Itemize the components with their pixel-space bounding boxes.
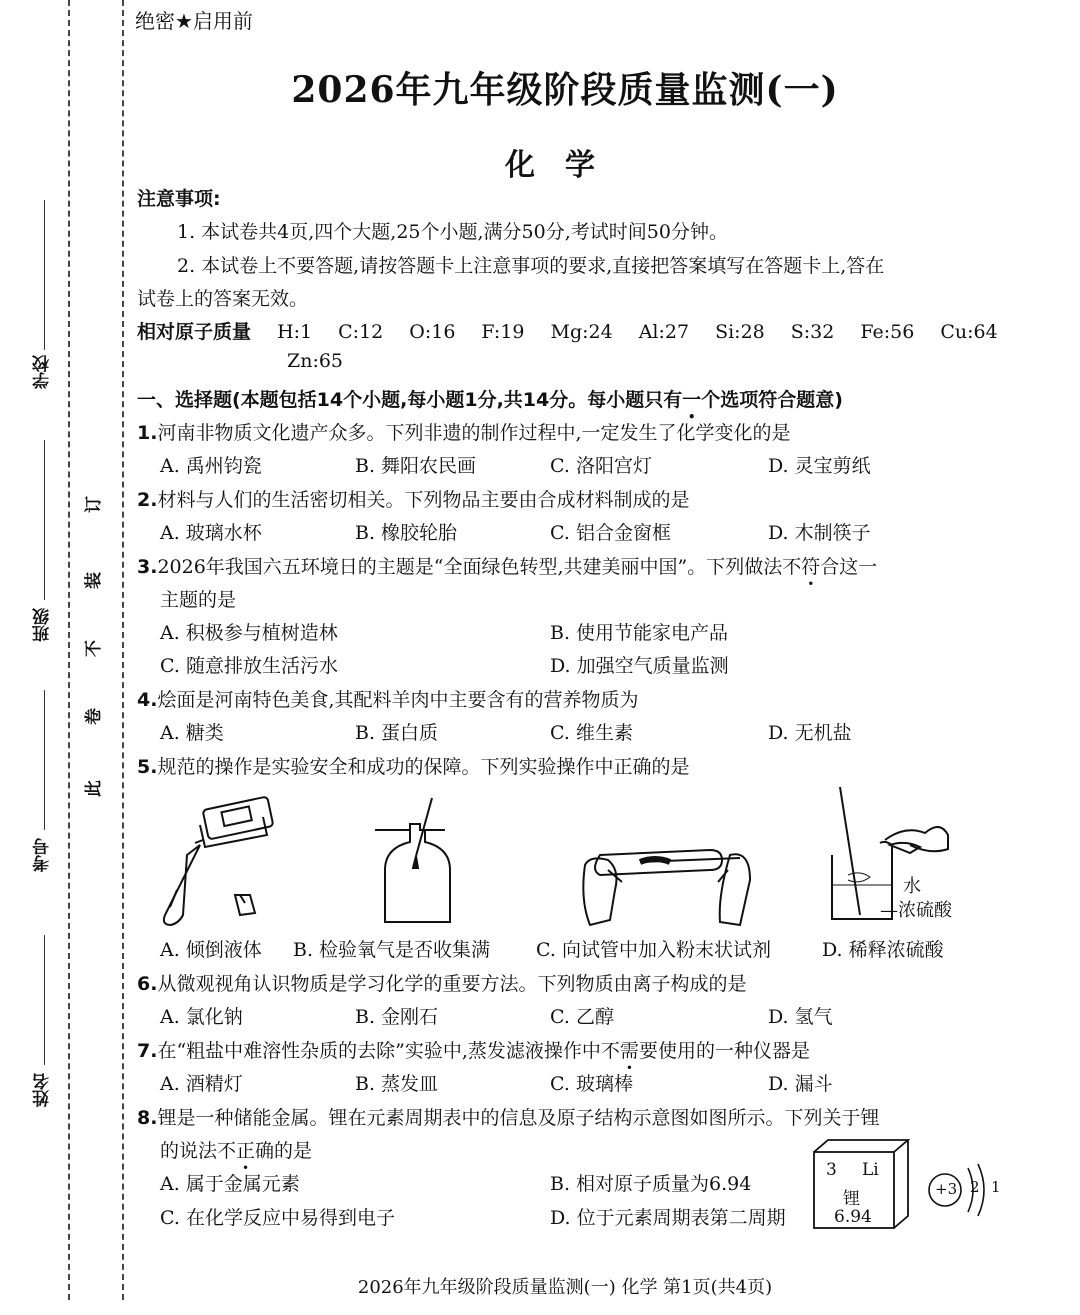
subject-title: 化学 [505,148,625,183]
note-item: 2. 本试卷上不要答题,请按答题卡上注意事项的要求,直接把答案填写在答题卡上,答在 [177,255,885,277]
atomic-mass: Cu:64 [940,321,998,343]
question-text: 的说法 [160,1140,218,1162]
question-number: 8. [137,1107,158,1129]
option: A. 禹州钧瓷 [160,455,262,477]
option: A. 积极参与植树造林 [160,622,338,644]
oxygen-test-illustration [370,790,465,930]
atomic-mass-label: 相对原子质量 [137,321,252,343]
option: B. 金刚石 [355,1006,439,1028]
option: C. 在化学反应中易得到电子 [160,1207,395,1229]
question-5 [137,752,689,779]
emphasis-text: 不符合 [782,556,840,578]
question-7 [137,1036,810,1063]
option: A. 属于金属元素 [160,1173,300,1195]
nucleus-charge: +3 [935,1180,958,1198]
option: B. 舞阳农民画 [355,455,477,477]
option: C. 铝合金窗框 [550,522,671,544]
class-label: 班级 [33,608,53,642]
option: B. 使用节能家电产品 [550,622,729,644]
option: D. 位于元素周期表第二周期 [550,1207,786,1229]
element-symbol: Li [862,1160,879,1180]
question-text: 2026年我国六五环境日的主题是“全面绿色转型,共建美丽中国”。下列做法 [157,556,783,578]
question-text: 这一 [839,556,878,578]
note-item: 1. 本试卷共4页,四个大题,25个小题,满分50分,考试时间50分钟。 [177,221,728,243]
option: A. 倾倒液体 [160,939,262,961]
secret-label: 绝密★启用前 [135,9,253,33]
section-heading [137,385,843,412]
atomic-mass: H:1 [277,321,313,343]
emphasis-text: 不需要 [600,1040,658,1062]
question-text: 在“粗盐中难溶性杂质的去除”实验中,蒸发滤液操作中 [157,1040,601,1062]
name-fill-line [44,935,45,1065]
question-2 [137,485,689,512]
binding-dashed-line [68,0,70,1300]
option: D. 漏斗 [768,1073,833,1095]
question-number: 2. [137,489,158,511]
atomic-mass: Zn:65 [287,350,344,372]
question-1 [137,418,791,445]
binding-dashed-line-inner [122,0,124,1300]
option: C. 洛阳宫灯 [550,455,652,477]
option: B. 相对原子质量为6.94 [550,1173,752,1195]
option: C. 玻璃棒 [550,1073,633,1095]
emphasis-text: 有一个 [663,389,721,411]
class-fill-line [44,440,45,600]
emphasis-text: 不正确 [217,1140,275,1162]
option: C. 乙醇 [550,1006,614,1028]
acid-label-text: 浓硫酸 [898,900,952,921]
seal-char: 此 [84,780,104,797]
question-text: 的是 [274,1140,313,1162]
question-number: 7. [137,1040,158,1062]
option: B. 蛋白质 [355,722,439,744]
section-heading-text: 选项符合题意) [720,389,843,411]
name-label: 姓名 [33,1073,53,1107]
binding-margin [0,0,125,1315]
option: A. 酒精灯 [160,1073,243,1095]
seal-char: 不 [84,640,104,657]
exam-no-fill-line [44,690,45,830]
option: B. 蒸发皿 [355,1073,439,1095]
seal-char: 装 [84,572,104,589]
atomic-mass: Fe:56 [860,321,915,343]
question-text-cont: 主题的是 [160,589,237,611]
question-text: 烩面是河南特色美食,其配料羊肉中主要含有的营养物质为 [157,689,639,711]
option: D. 加强空气质量监测 [550,655,729,677]
option: C. 向试管中加入粉末状试剂 [536,939,771,961]
option: C. 维生素 [550,722,633,744]
question-text: 锂是一种储能金属。锂在元素周期表中的信息及原子结构示意图如图所示。下列关于锂 [157,1107,880,1129]
option: B. 检验氧气是否收集满 [293,939,491,961]
atomic-mass: Al:27 [638,321,690,343]
question-number: 5. [137,756,158,778]
atomic-mass: S:32 [790,321,835,343]
question-text: 材料与人们的生活密切相关。下列物品主要由合成材料制成的是 [157,489,690,511]
notes-heading: 注意事项: [137,188,221,210]
page-footer: 2026年九年级阶段质量监测(一) 化学 第1页(共4页) [357,1277,773,1298]
question-number: 1. [137,422,158,444]
shell-electrons: 1 [991,1178,1001,1196]
atomic-mass: C:12 [338,321,384,343]
school-fill-line [44,200,45,350]
section-heading-text: 一、选择题(本题包括14个小题,每小题1分,共14分。每小题只 [137,389,664,411]
atomic-mass-row [137,317,1024,344]
atomic-mass: Mg:24 [550,321,613,343]
atomic-mass: F:19 [481,321,525,343]
question-text: 河南非物质文化遗产众多。下列非遗的制作过程中,一定发生了化学变化的是 [157,422,791,444]
question-text: 从微观视角认识物质是学习化学的重要方法。下列物质由离子构成的是 [157,973,747,995]
note-item-cont: 试卷上的答案无效。 [137,288,309,310]
option: D. 木制筷子 [768,522,871,544]
option: D. 氢气 [768,1006,833,1028]
option: D. 灵宝剪纸 [768,455,871,477]
question-8 [137,1103,879,1130]
element-number: 3 [826,1160,837,1180]
question-number: 6. [137,973,158,995]
seal-char: 卷 [84,708,104,725]
question-4 [137,685,639,712]
exam-no-label: 考号 [33,838,53,872]
element-mass: 6.94 [834,1207,872,1227]
option: A. 玻璃水杯 [160,522,262,544]
seal-char: 订 [84,496,104,513]
option: A. 氯化钠 [160,1006,243,1028]
question-3 [137,552,877,579]
option: A. 糖类 [160,722,224,744]
atomic-mass: Si:28 [715,321,765,343]
water-label: 水 [903,876,921,897]
acid-label: —浓硫酸 [880,900,952,921]
option: B. 橡胶轮胎 [355,522,458,544]
option: C. 随意排放生活污水 [160,655,338,677]
shell-electrons: 2 [970,1178,980,1196]
add-powder-illustration [580,810,755,935]
school-label: 学校 [33,355,53,389]
question-number: 4. [137,689,158,711]
question-number: 3. [137,556,158,578]
option: D. 稀释浓硫酸 [822,939,944,961]
question-text: 使用的一种仪器是 [657,1040,810,1062]
question-text-cont [160,1136,312,1163]
element-name: 锂 [843,1189,860,1209]
question-text: 规范的操作是实验安全和成功的保障。下列实验操作中正确的是 [157,756,690,778]
page-title: 2026年九年级阶段质量监测(一) [291,69,839,111]
question-6 [137,969,746,996]
atomic-mass: O:16 [409,321,456,343]
pour-liquid-illustration [155,795,285,930]
option: D. 无机盐 [768,722,852,744]
